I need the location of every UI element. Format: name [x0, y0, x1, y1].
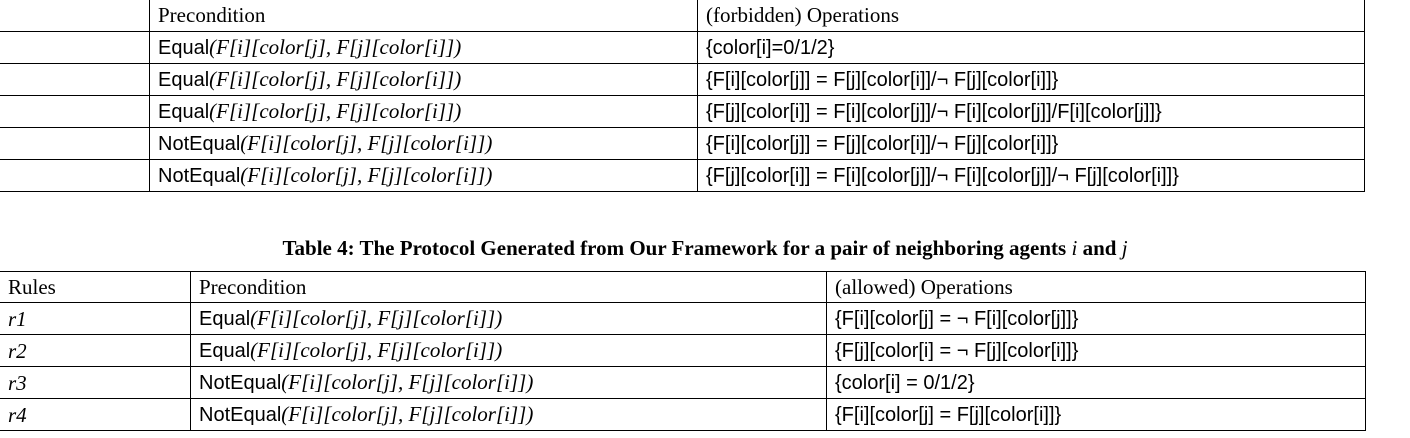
table-row: [0, 64, 1365, 96]
caption-text: Table 4: The Protocol Generated from Our Framework for a pair of neighboring agents: [282, 236, 1067, 260]
precondition-cell: [191, 335, 827, 367]
table-row: [0, 160, 1365, 192]
precondition-cell: [191, 399, 827, 431]
precondition-function: Equal: [158, 69, 210, 91]
precondition-function: Equal: [158, 101, 210, 123]
table-row: [0, 96, 1365, 128]
precondition-cell: [150, 32, 698, 64]
precondition-function: NotEqual: [199, 404, 282, 426]
caption-and: and: [1082, 236, 1117, 260]
precondition-args: (F[i][color[j], F[j][color[i]]): [209, 99, 462, 123]
operation-cell: {color[i]=0/1/2}: [698, 32, 1365, 64]
precondition-cell: [150, 128, 698, 160]
table-3: [0, 0, 1365, 192]
operation-cell: {F[j][color[i]] = F[i][color[j]]/¬ F[i][color[j]]/¬ F[j][color[i]]}: [698, 160, 1365, 192]
table-row: [0, 303, 1366, 335]
rule-cell: r3: [0, 367, 191, 399]
precondition-function: NotEqual: [158, 165, 241, 187]
rule-cell: [0, 32, 150, 64]
precondition-function: Equal: [158, 37, 210, 59]
precondition-function: Equal: [199, 308, 251, 330]
operation-cell: {F[j][color[i]] = F[i][color[j]]/¬ F[i][color[j]]/F[i][color[j]]}: [698, 96, 1365, 128]
rule-cell: r1: [0, 303, 191, 335]
rule-cell: r2: [0, 335, 191, 367]
operation-cell: {F[i][color[j] = F[j][color[i]]}: [827, 399, 1366, 431]
precondition-function: NotEqual: [158, 133, 241, 155]
table-row: [0, 128, 1365, 160]
rule-cell: [0, 128, 150, 160]
precondition-args: (F[i][color[j], F[j][color[i]]): [209, 35, 462, 59]
table-4-header-row: [0, 272, 1366, 303]
operation-cell: {F[i][color[j] = ¬ F[i][color[j]]}: [827, 303, 1366, 335]
precondition-cell: [150, 160, 698, 192]
precondition-cell: [191, 367, 827, 399]
table-4-caption: [0, 236, 1410, 261]
precondition-args: (F[i][color[j], F[j][color[i]]): [250, 306, 503, 330]
precondition-cell: [150, 96, 698, 128]
precondition-function: Equal: [199, 340, 251, 362]
col-header-precondition: Precondition: [150, 0, 698, 32]
rule-cell: [0, 64, 150, 96]
precondition-args: (F[i][color[j], F[j][color[i]]): [240, 163, 493, 187]
caption-var-i: i: [1071, 236, 1078, 260]
operation-cell: {F[i][color[j]] = F[j][color[i]]/¬ F[j][color[i]]}: [698, 128, 1365, 160]
table-row: [0, 32, 1365, 64]
table-3-header-row: [0, 0, 1365, 32]
operation-cell: {F[i][color[j]] = F[j][color[i]]/¬ F[j][color[i]]}: [698, 64, 1365, 96]
caption-var-j: j: [1121, 236, 1128, 260]
precondition-args: (F[i][color[j], F[j][color[i]]): [250, 338, 503, 362]
col-header-precondition: Precondition: [191, 272, 827, 303]
rule-cell: [0, 160, 150, 192]
table-row: [0, 367, 1366, 399]
precondition-args: (F[i][color[j], F[j][color[i]]): [240, 131, 493, 155]
precondition-args: (F[i][color[j], F[j][color[i]]): [209, 67, 462, 91]
table-row: [0, 335, 1366, 367]
col-header-rules: Rules: [0, 272, 191, 303]
rule-cell: [0, 96, 150, 128]
precondition-args: (F[i][color[j], F[j][color[i]]): [281, 370, 534, 394]
precondition-function: NotEqual: [199, 372, 282, 394]
col-header-rule: [0, 0, 150, 32]
precondition-cell: [150, 64, 698, 96]
col-header-operations: (forbidden) Operations: [698, 0, 1365, 32]
operation-cell: {color[i] = 0/1/2}: [827, 367, 1366, 399]
operation-cell: {F[j][color[i] = ¬ F[j][color[i]]}: [827, 335, 1366, 367]
table-4: [0, 271, 1366, 431]
col-header-operations: (allowed) Operations: [827, 272, 1366, 303]
precondition-cell: [191, 303, 827, 335]
rule-cell: r4: [0, 399, 191, 431]
precondition-args: (F[i][color[j], F[j][color[i]]): [281, 402, 534, 426]
table-row: [0, 399, 1366, 431]
